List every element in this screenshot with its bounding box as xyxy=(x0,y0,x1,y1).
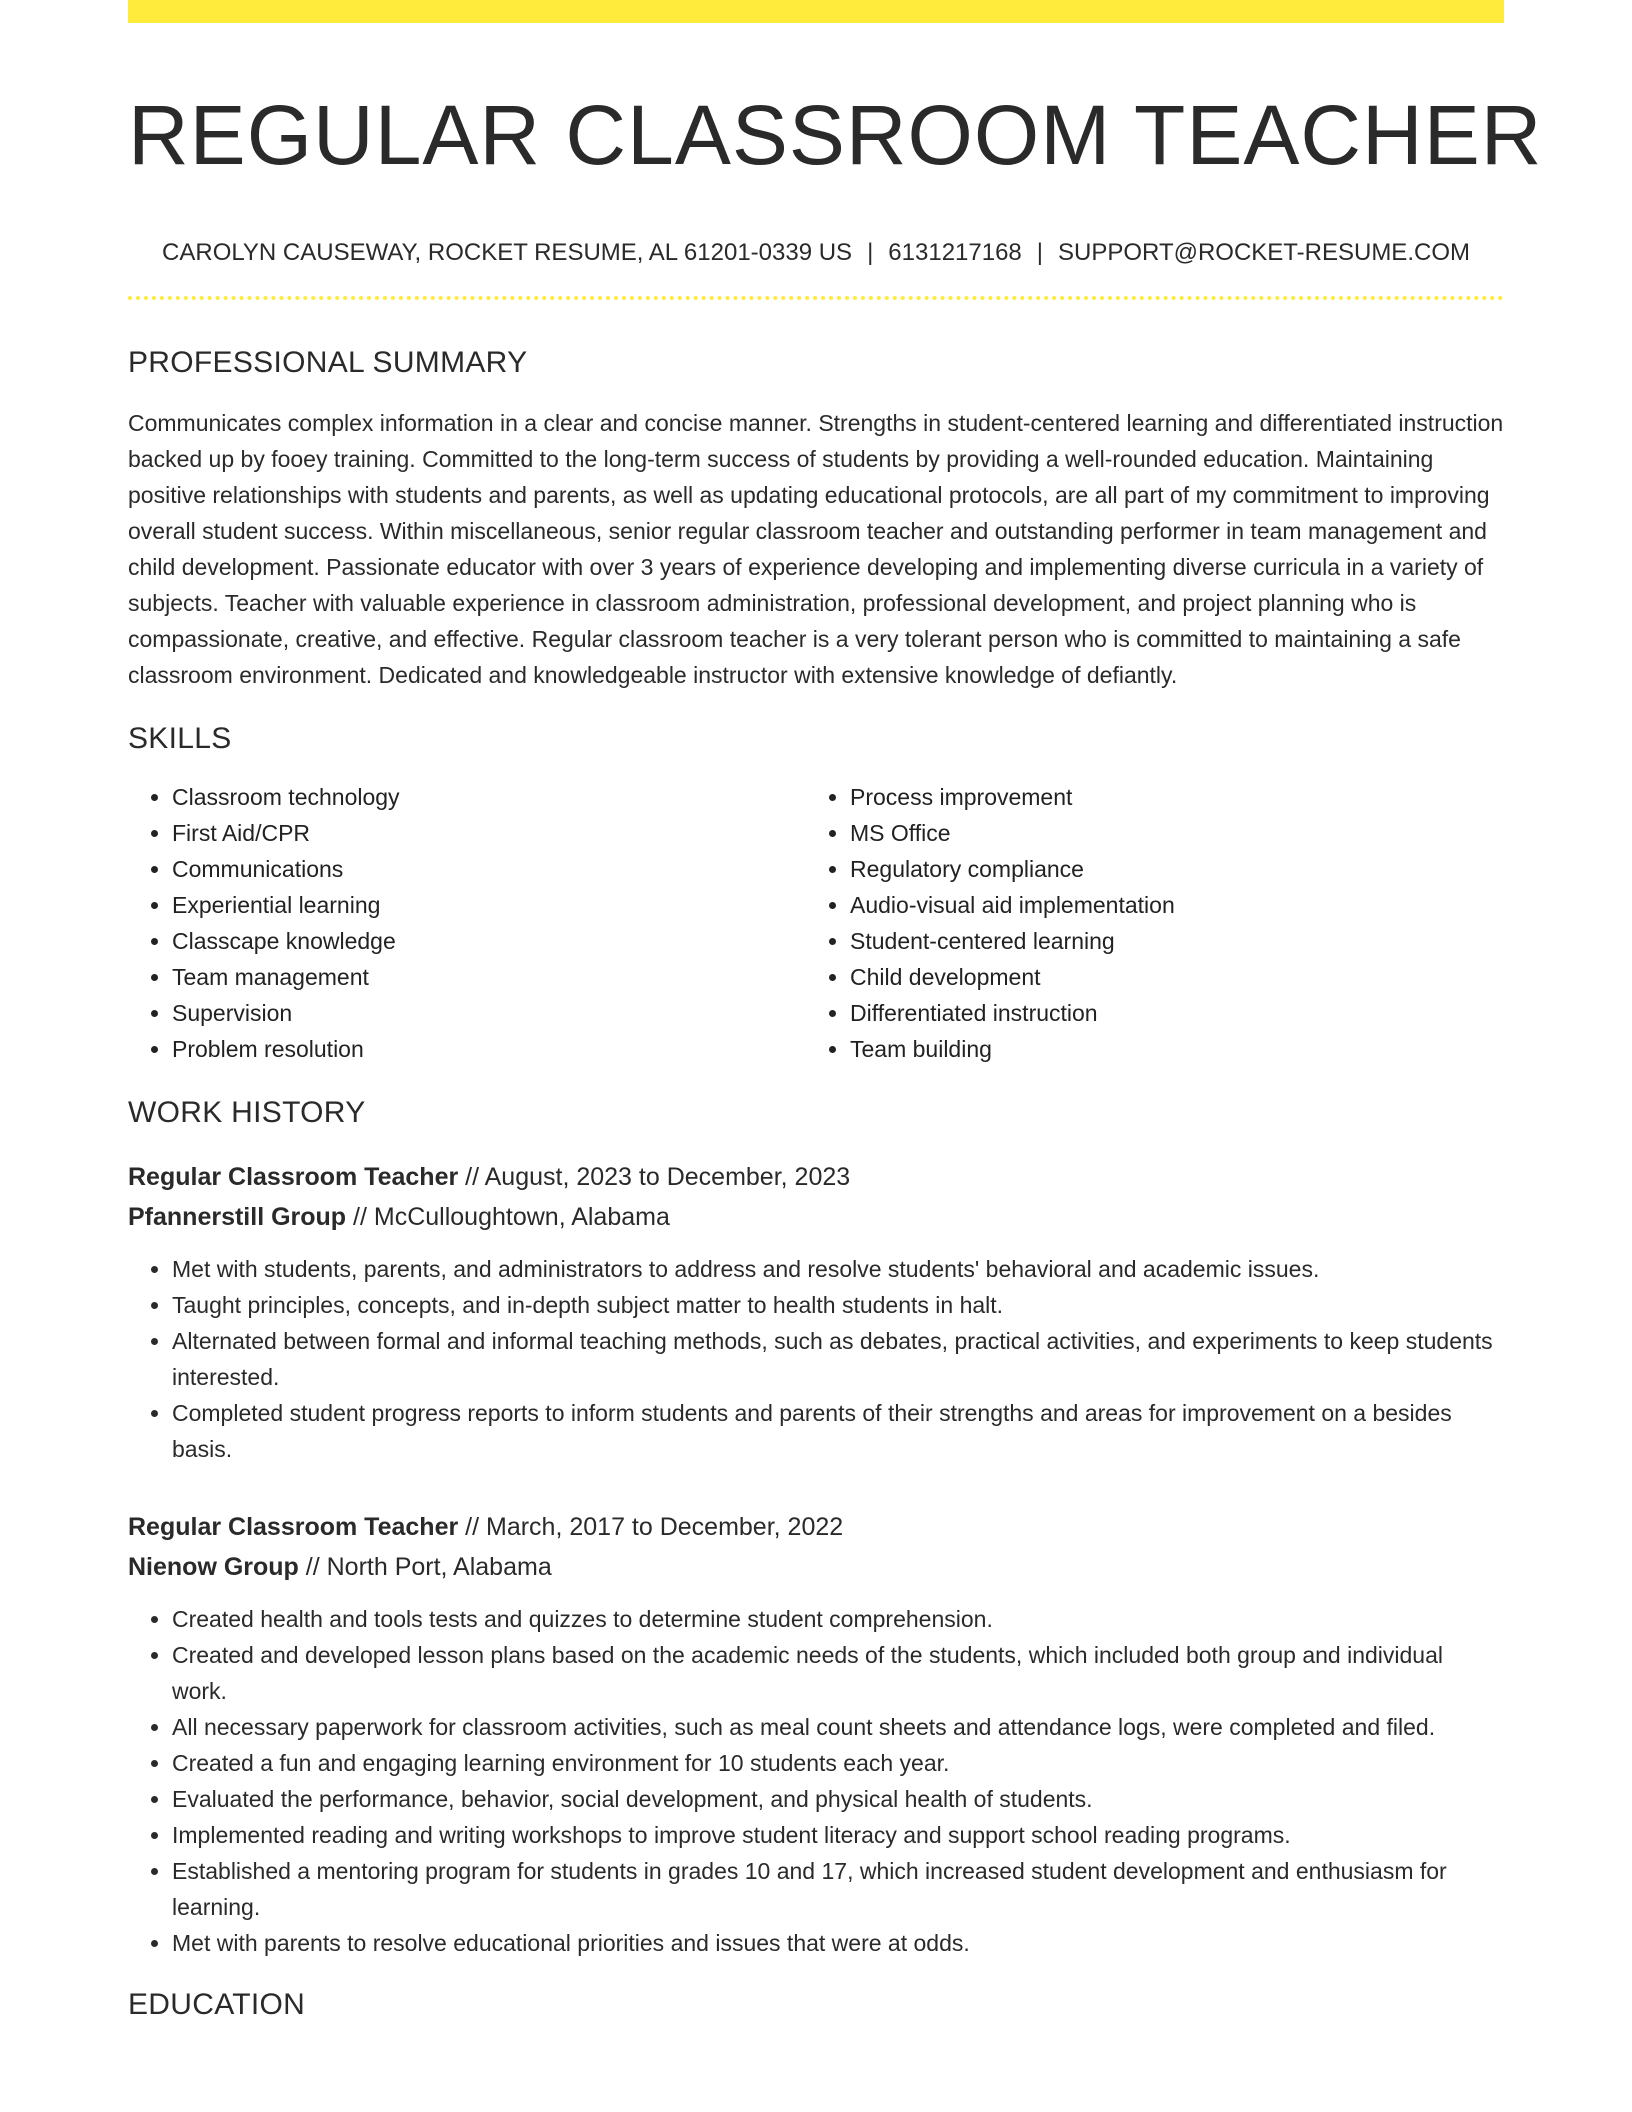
skill-item: • Student-centered learning xyxy=(850,923,1484,959)
skill-item: • MS Office xyxy=(850,815,1484,851)
duty-item: • All necessary paperwork for classroom activities, such as meal count sheets and attendance logs, were completed and filed. xyxy=(172,1709,1504,1745)
skill-item: • Process improvement xyxy=(850,779,1484,815)
skills-list xyxy=(128,779,1504,1067)
job-company-line xyxy=(128,1197,1504,1237)
skill-item: • Regulatory compliance xyxy=(850,851,1484,887)
job-company: Nienow Group xyxy=(128,1553,299,1581)
duty-item: • Met with parents to resolve educational priorities and issues that were at odds. xyxy=(172,1925,1504,1961)
duty-item: • Implemented reading and writing workshops to improve student literacy and support school reading programs. xyxy=(172,1817,1504,1853)
summary-heading: PROFESSIONAL SUMMARY xyxy=(128,346,528,379)
work-history-heading: WORK HISTORY xyxy=(128,1096,366,1129)
job-company: Pfannerstill Group xyxy=(128,1203,347,1231)
skill-item: • Experiential learning xyxy=(172,887,806,923)
skill-item: • Problem resolution xyxy=(172,1031,806,1067)
skill-item: • Audio-visual aid implementation xyxy=(850,887,1484,923)
contact-line xyxy=(128,238,1504,268)
contact-address: CAROLYN CAUSEWAY, ROCKET RESUME, AL 61201-0339 US xyxy=(162,239,853,266)
job-role: Regular Classroom Teacher xyxy=(128,1163,459,1191)
duty-item: • Created a fun and engaging learning environment for 10 students each year. xyxy=(172,1745,1504,1781)
job-dates: // August, 2023 to December, 2023 xyxy=(458,1163,851,1191)
skill-item: • First Aid/CPR xyxy=(172,815,806,851)
skills-heading: SKILLS xyxy=(128,722,232,755)
skill-item: • Communications xyxy=(172,851,806,887)
summary-text: Communicates complex information in a clear and concise manner. Strengths in student-centered learning and differentiated instruction backed up by fooey training. Committed to the long-term success of students by providing a well-rounded education. Maintaining positive relationships with students and parents, as well as updating educational protocols, are all part of my commitment to improving overall student success. Within miscellaneous, senior regular classroom teacher and outstanding performer in team management and child development. Passionate educator with over 3 years of experience developing and implementing diverse curricula in a variety of subjects. Teacher with valuable experience in classroom administration, professional development, and project planning who is compassionate, creative, and effective. Regular classroom teacher is a very tolerant person who is committed to maintaining a safe classroom environment. Dedicated and knowledgeable instructor with extensive knowledge of defiantly. xyxy=(128,410,1504,688)
duty-item: • Created and developed lesson plans based on the academic needs of the students, which included both group and individual work. xyxy=(172,1637,1504,1709)
skill-item: • Supervision xyxy=(172,995,806,1031)
skill-item: • Child development xyxy=(850,959,1484,995)
duty-item: • Established a mentoring program for students in grades 10 and 17, which increased student development and enthusiasm for learning. xyxy=(172,1853,1504,1925)
job-company-line xyxy=(128,1547,1504,1587)
job-location: // North Port, Alabama xyxy=(298,1553,552,1581)
contact-email: SUPPORT@ROCKET-RESUME.COM xyxy=(1058,239,1470,266)
skill-item: • Classroom technology xyxy=(172,779,806,815)
skills-column-left xyxy=(128,779,806,1067)
job-dates: // March, 2017 to December, 2022 xyxy=(458,1513,844,1541)
contact-separator: | xyxy=(1036,239,1044,266)
job-title-line xyxy=(128,1157,1504,1197)
duty-item: • Created health and tools tests and quizzes to determine student comprehension. xyxy=(172,1601,1504,1637)
duty-item: • Evaluated the performance, behavior, social development, and physical health of students. xyxy=(172,1781,1504,1817)
job-duties xyxy=(128,1601,1504,1961)
skill-item: • Differentiated instruction xyxy=(850,995,1484,1031)
duty-item: • Completed student progress reports to inform students and parents of their strengths and areas for improvement on a besides basis. xyxy=(172,1395,1504,1467)
dotted-divider xyxy=(128,296,1504,300)
job-entry xyxy=(128,1157,1504,1467)
job-entry xyxy=(128,1507,1504,1961)
job-title-line xyxy=(128,1507,1504,1547)
skill-item: • Team building xyxy=(850,1031,1484,1067)
job-duties xyxy=(128,1251,1504,1467)
duty-item: • Alternated between formal and informal teaching methods, such as debates, practical activities, and experiments to keep students interested. xyxy=(172,1323,1504,1395)
accent-bar xyxy=(128,0,1504,23)
resume-page xyxy=(128,0,1543,2023)
job-location: // McCulloughtown, Alabama xyxy=(346,1203,670,1231)
duty-item: • Met with students, parents, and administrators to address and resolve students' behavioral and academic issues. xyxy=(172,1251,1504,1287)
duty-item: • Taught principles, concepts, and in-depth subject matter to health students in halt. xyxy=(172,1287,1504,1323)
skills-column-right xyxy=(806,779,1484,1067)
skill-item: • Classcape knowledge xyxy=(172,923,806,959)
education-heading: EDUCATION xyxy=(128,1988,306,2021)
contact-phone: 6131217168 xyxy=(888,239,1022,266)
contact-separator: | xyxy=(867,239,874,266)
job-role: Regular Classroom Teacher xyxy=(128,1513,459,1541)
skill-item: • Team management xyxy=(172,959,806,995)
resume-title: REGULAR CLASSROOM TEACHER xyxy=(128,88,1543,182)
